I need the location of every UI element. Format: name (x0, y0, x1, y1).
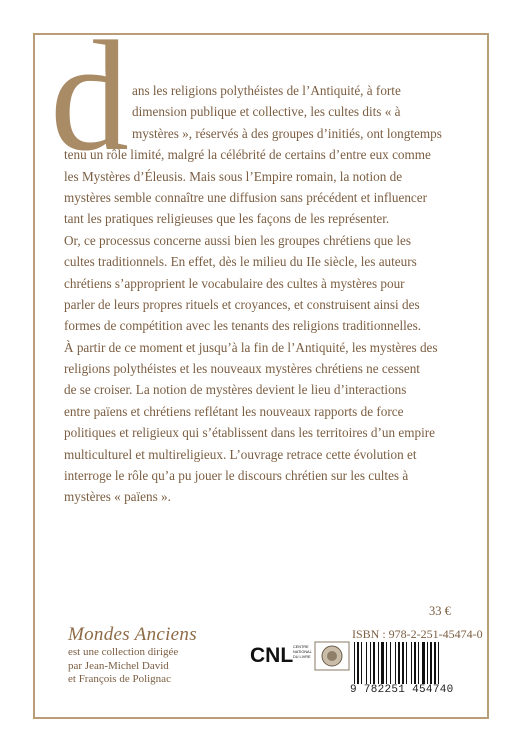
text-line: multiculturel et multireligieux. L’ouvrage retrace cette évolution et (64, 446, 417, 462)
text-line: tenu un rôle limité, malgré la célébrité de certains d’entre eux comme (64, 147, 431, 163)
series-line: par Jean-Michel David (68, 659, 169, 672)
cnl-sub-text: CENTRE (293, 645, 309, 649)
text-line: de se croiser. La notion de mystères devient le lieu d’interactions (64, 382, 407, 398)
drop-cap: d (50, 9, 129, 184)
cnl-sub-text: DU LIVRE (293, 655, 311, 659)
text-line: cultes traditionnels. En effet, dès le milieu du IIe siècle, les auteurs (64, 254, 417, 270)
price: 33 € (429, 604, 451, 618)
cnl-logo (250, 640, 312, 667)
text-line: interroge le rôle qu’a pu jouer le discours chrétien sur les cultes à (64, 468, 409, 484)
text-line: chrétiens s’approprient le vocabulaire des cultes à mystères pour (64, 275, 405, 291)
barcode (352, 642, 462, 686)
text-line: À partir de ce moment et jusqu’à la fin de l’Antiquité, les mystères des (64, 339, 438, 355)
text-line: entre païens et chrétiens reflétant les nouveaux rapports de force (64, 403, 404, 419)
back-cover-text (64, 80, 462, 508)
text-line: mystères », réservés à des groupes d’initiés, ont longtemps (132, 125, 442, 141)
text-line: politiques et religieux qui s’établissent dans les territoires d’un empire (64, 425, 435, 441)
cnl-logo-text: CNL (250, 644, 294, 667)
series-line: est une collection dirigée (68, 646, 179, 658)
text-line: parler de leurs propres rituels et croyances, et construisent ainsi des (64, 296, 420, 312)
text-line: mystères « païens ». (64, 489, 171, 505)
text-line: formes de compétition avec les tenants des religions traditionnelles. (64, 318, 422, 334)
text-line: religions polythéistes et les nouveaux mystères chrétiens ne cessent (64, 361, 420, 377)
series-title: Mondes Anciens (68, 624, 197, 645)
text-line: dimension publique et collective, les cultes dits « à (132, 104, 401, 120)
isbn: ISBN : 978-2-251-45474-0 (352, 627, 483, 641)
text-line: Or, ce processus concerne aussi bien les groupes chrétiens que les (64, 232, 411, 248)
text-line: mystères semble connaître une diffusion sans précédent et influencer (64, 189, 428, 205)
series-line: et François de Polignac (68, 673, 171, 685)
publisher-seal (314, 641, 350, 677)
series-info (68, 624, 197, 687)
text-line: tant les pratiques religieuses que les façons de les représenter. (64, 211, 390, 227)
barcode-digits: 9 782251 454740 (350, 684, 454, 696)
cnl-sub-text: NATIONAL (293, 650, 312, 654)
text-line: ans les religions polythéistes de l’Antiquité, à forte (132, 83, 401, 98)
text-line: les Mystères d’Éleusis. Mais sous l’Empire romain, la notion de (64, 168, 403, 184)
